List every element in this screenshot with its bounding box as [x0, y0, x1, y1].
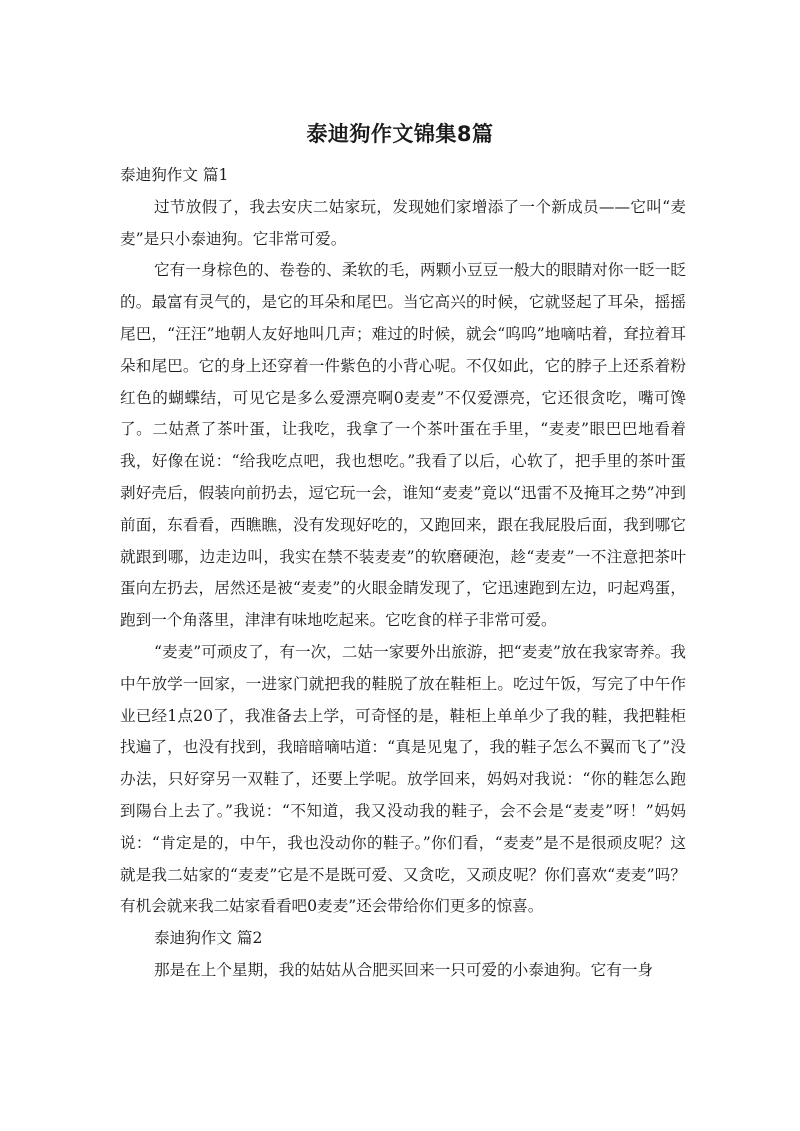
section-heading-1: 泰迪狗作文 篇1 [120, 166, 229, 184]
paragraph: “麦麦”可顽皮了，有一次，二姑一家要外出旅游，把“麦麦”放在我家寄养。我中午放学一回家，一进家门就把我的鞋脱了放在鞋柜上。吃过午饭，写完了中午作业已经1点20了，我准备去上学，可奇怪的是，鞋柜上单单少了我的鞋，我把鞋柜找遍了，也没有找到，我暗暗嘀咕道：“真是见鬼了，我的鞋子怎么不翼而飞了”没办法，只好穿另一双鞋了，还要上学呢。放学回来，妈妈对我说：“你的鞋怎么跑到陽台上去了。”我说：“不知道，我又没动我的鞋子，会不会是“麦麦”呀！”妈妈说：“肯定是的，中午，我也没动你的鞋子。”你们看，“麦麦”是不是很顽皮呢？这就是我二姑家的“麦麦”它是不是既可爱、又贪吃，又顽皮呢？你们喜欢“麦麦”吗？有机会就来我二姑家看看吧0麦麦”还会带给你们更多的惊喜。 [120, 642, 686, 916]
page-title: 泰迪狗作文锦集8篇 [306, 122, 494, 146]
document-body [120, 160, 686, 987]
paragraph: 过节放假了，我去安庆二姑家玩，发现她们家增添了一个新成员——它叫“麦麦”是只小泰迪狗。它非常可爱。 [120, 197, 686, 248]
section-heading-2: 泰迪狗作文 篇2 [154, 929, 263, 948]
paragraph: 它有一身棕色的、卷卷的、柔软的毛，两颗小豆豆一般大的眼睛对你一眨一眨的。最富有灵气的，是它的耳朵和尾巴。当它高兴的时候，它就竖起了耳朵，摇摇尾巴，“汪汪”地朝人友好地叫几声；难过的时候，就会“呜呜”地嘀咕着，耷拉着耳朵和尾巴。它的身上还穿着一件紫色的小背心呢。不仅如此，它的脖子上还系着粉红色的蝴蝶结，可见它是多么爱漂亮啊0麦麦”不仅爱漂亮，它还很贪吃，嘴可馋了。二姑煮了茶叶蛋，让我吃，我拿了一个茶叶蛋在手里，“麦麦”眼巴巴地看着我，好像在说：“给我吃点吧，我也想吃。”我看了以后，心软了，把手里的茶叶蛋剥好壳后，假装向前扔去，逗它玩一会，谁知“麦麦”竟以“迅雷不及掩耳之势”冲到前面，东看看，西瞧瞧，没有发现好吃的，又跑回来，跟在我屁股后面，我到哪它就跟到哪，边走边叫，我实在禁不装麦麦”的软磨硬泡，趁“麦麦”一不注意把茶叶蛋向左扔去，居然还是被“麦麦”的火眼金睛发现了，它迅速跑到左边，叼起鸡蛋，跑到一个角落里，津津有味地吃起来。它吃食的样子非常可爱。 [120, 261, 686, 630]
paragraph: 那是在上个星期，我的姑姑从合肥买回来一只可爱的小泰迪狗。它有一身 [154, 960, 654, 979]
